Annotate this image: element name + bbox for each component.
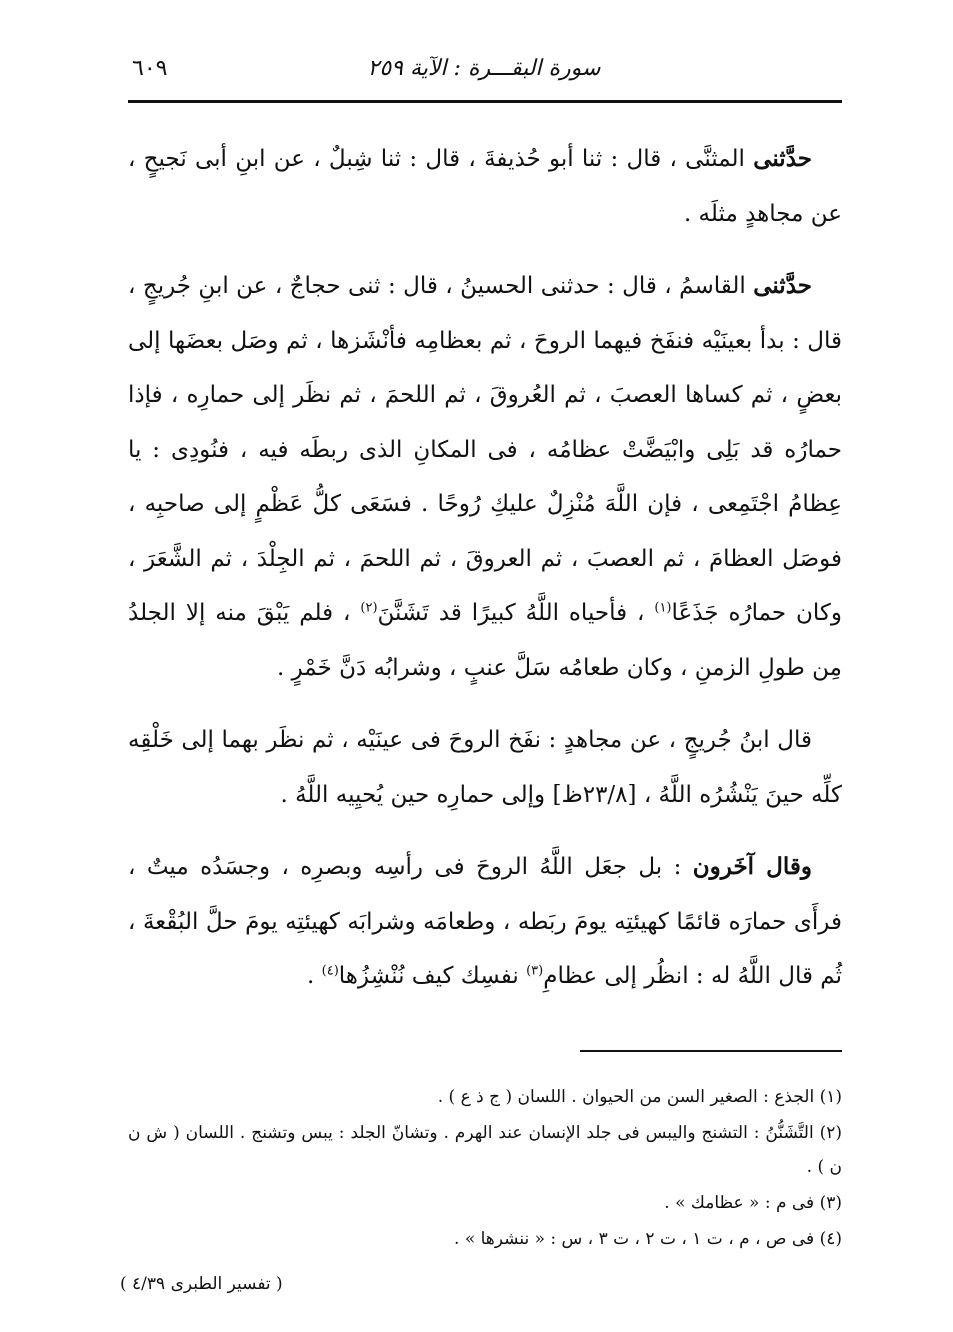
footnote: (٤) فى ص ، م ، ت ١ ، ت ٢ ، ت ٣ ، س : « ننشرها » . bbox=[454, 1229, 842, 1249]
header-rule bbox=[128, 100, 842, 103]
footnote-ref[interactable]: (١) bbox=[654, 600, 672, 616]
paragraph-text: المثنَّى ، قال : ثنا أبو حُذيفةَ ، قال : ثنا شِبلٌ ، عن ابنِ أبى نَجيحٍ ، عن مجاهدٍ مثلَه . bbox=[128, 146, 842, 227]
paragraph-text: نفسِك كيف نُنْشِزُها bbox=[338, 963, 527, 989]
paragraph-text: : بل جعَل اللَّهُ الروحَ فى رأسِه وبصرِه ، وجسَدُه ميتٌ ، فرأَى حمارَه قائمًا كهيئتِه يومَ ربَطه ، وطعامَه وشرابَه كهيئتِه يومَ حلَّ البُقْعةَ ، ثُم قال اللَّهُ له : انظُر إلى عظامِ bbox=[128, 854, 842, 989]
footnote-ref[interactable]: (٣) bbox=[526, 963, 544, 979]
footnote-rule bbox=[580, 1050, 842, 1052]
footnote-ref[interactable]: (٤) bbox=[321, 963, 339, 979]
paragraph bbox=[128, 840, 842, 1004]
paragraph bbox=[128, 713, 842, 822]
main-text bbox=[128, 132, 842, 1022]
paragraph bbox=[128, 259, 842, 695]
source-reference: ( تفسير الطبرى ٤/٣٩ ) bbox=[120, 1274, 283, 1294]
paragraph-lead: حدَّثنى bbox=[753, 145, 812, 172]
footnote-ref[interactable]: (٢) bbox=[360, 600, 378, 616]
paragraph bbox=[128, 132, 842, 241]
paragraph-text: . bbox=[307, 963, 322, 989]
footnote: (٢) التَّشَنُّنُ : التشنج واليبس فى جلد الإنسان عند الهرم . وتشانّ الجلد : يبس وتشنج . اللسان ( ش ن ن ) . bbox=[128, 1123, 842, 1177]
footnotes bbox=[128, 1080, 842, 1258]
footnote: (٣) فى م : « عظامك » . bbox=[664, 1193, 842, 1213]
paragraph-lead: حدَّثنى bbox=[753, 272, 812, 299]
paragraph-lead: وقال آخَرون bbox=[692, 853, 812, 880]
running-header bbox=[128, 56, 840, 92]
paragraph-text: ، فلم يَبْقَ منه إلا الجلدُ مِن طولِ الزمنِ ، وكان طعامُه سَلَّ عنبٍ ، وشرابُه دَنَّ خَمْرٍ . bbox=[128, 600, 842, 681]
running-title: سورة البقـــرة : الآية ٢٥٩ bbox=[367, 56, 601, 81]
footnote: (١) الجذع : الصغير السن من الحيوان . اللسان ( ج ذ ع ) . bbox=[437, 1087, 842, 1107]
paragraph-text: ، فأحياه اللَّهُ كبيرًا قد تَشَنَّنَ bbox=[377, 600, 655, 626]
page-number: ٦٠٩ bbox=[132, 56, 168, 81]
paragraph-text: القاسمُ ، قال : حدثنى الحسينُ ، قال : ثنى حجاجٌ ، عن ابنِ جُريجٍ ، قال : بدأ بعينَيْه فنفَخ فيهما الروحَ ، ثم بعظامِه فأنْشَزها ، ثم وصَل بعضَها إلى بعضٍ ، ثم كساها العصبَ ، ثم العُروقَ ، ثم اللحمَ ، ثم نظَر إلى حمارِه ، فإذا حمارُه قد بَلِى وابْيَضَّتْ عظامُه ، فى المكانِ الذى ربطَه فيه ، فنُودِى : يا عِظامُ اجْتَمِعى ، فإن اللَّهَ مُنْزِلٌ عليكِ رُوحًا . فسَعَى كلُّ عَظْمٍ إلى صاحبِه ، فوصَل العظامَ ، ثم العصبَ ، ثم العروقَ ، ثم اللحمَ ، ثم الجِلْدَ ، ثم الشَّعَرَ ، وكان حمارُه جَذَعًا bbox=[128, 273, 842, 626]
paragraph-text: قال ابنُ جُريجٍ ، عن مجاهدٍ : نفَخ الروحَ فى عينَيْه ، ثم نظَر بهما إلى خَلْقِه كلِّه حينَ يَنْشُرُه اللَّهُ ، [٢٣/٨ظ] وإلى حمارِه حين يُحيِيه اللَّهُ . bbox=[128, 727, 842, 808]
